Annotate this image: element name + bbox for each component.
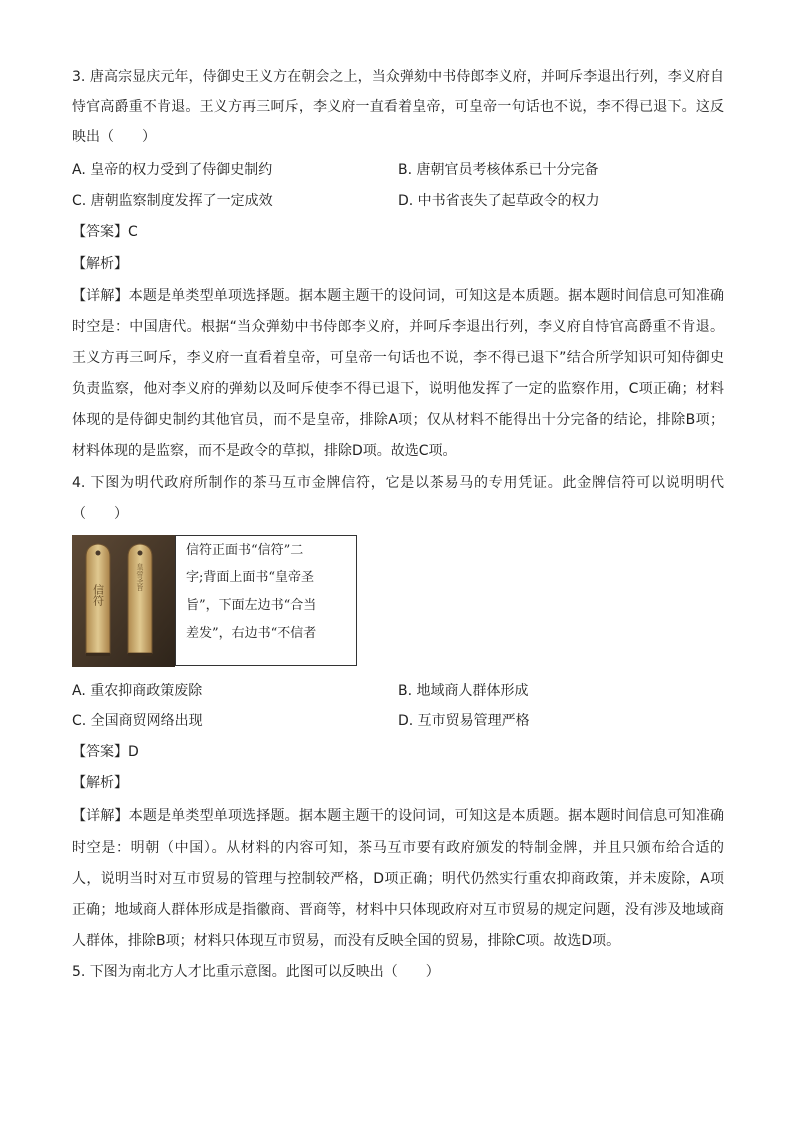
q4-detail-line-1: [72, 806, 724, 826]
q4-detail-line-4: 正确；地域商人群体形成是指徽商、晋商等，材料中只体现政府对互市贸易的规定问题，没有涉及地域商: [72, 902, 724, 918]
golden-tally-photo: [72, 535, 175, 667]
q5-stem: 5. 下图为南北方人才比重示意图。此图可以反映出（ ）: [72, 964, 440, 980]
q3-option-d: D. 中书省丧失了起草政令的权力: [398, 193, 600, 209]
q3-answer-label: 【答案】: [72, 224, 128, 240]
tally-caption-line-2: 字;背面上面书“皇帝圣: [186, 570, 315, 585]
tally-caption-box: [175, 535, 357, 666]
q4-stem-line-2: （ ）: [72, 506, 128, 522]
tally-caption-line-4: 差发”，右边书“不信者: [186, 626, 317, 641]
q3-detail-label: 【详解】: [72, 288, 129, 304]
q3-stem-line-1: 3. 唐高宗显庆元年，侍御史王义方在朝会之上，当众弹劾中书侍郎李义府，并呵斥李退出行列，李义府自: [72, 69, 724, 85]
q4-stem-line-1: 4. 下图为明代政府所制作的茶马互市金牌信符，它是以茶易马的专用凭证。此金牌信符可以说明明代: [72, 475, 724, 491]
q4-detail-text-1: 本题是单类型单项选择题。据本题主题干的设问词，可知这是本质题。据本题时间信息可知准确: [128, 808, 724, 824]
tally-right-inscription: 皇帝圣旨: [136, 563, 144, 591]
golden-tally-image: [72, 535, 175, 667]
q4-answer-value: D: [128, 744, 139, 760]
q4-detail-line-2: 时空是：明朝（中国）。从材料的内容可知，茶马互市要有政府颁发的特制金牌，并且只颁布给合适的: [72, 840, 724, 856]
q4-answer-label: 【答案】: [72, 744, 128, 760]
q3-detail-line-3: 王义方再三呵斥，李义府一直看着皇帝，可皇帝一句话也不说，李不得已退下”结合所学知识可知侍御史: [72, 350, 724, 366]
tally-figure: [72, 535, 358, 667]
q3-detail-text-1: 本题是单类型单项选择题。据本题主题干的设问词，可知这是本质题。据本题时间信息可知准确: [128, 288, 724, 304]
q4-option-d: D. 互市贸易管理严格: [398, 713, 530, 729]
q4-detail-line-5: 人群体，排除B项；材料只体现互市贸易，而没有反映全国的贸易，排除C项。故选D项。: [72, 933, 621, 949]
q4-option-b: B. 地域商人群体形成: [398, 683, 529, 699]
q3-answer: [72, 222, 138, 242]
q3-detail-line-1: [72, 286, 724, 306]
q4-answer: [72, 742, 139, 762]
q4-option-a: A. 重农抑商政策废除: [72, 683, 203, 699]
tally-left-inscription: 信符: [91, 584, 105, 606]
q3-option-a: A. 皇帝的权力受到了侍御史制约: [72, 162, 273, 178]
q3-detail-line-4: 负责监察，他对李义府的弹劾以及呵斥使李不得已退下，说明他发挥了一定的监察作用，C项正确；材料: [72, 381, 724, 397]
q3-detail-line-2: 时空是：中国唐代。根据“当众弹劾中书侍郎李义府，并呵斥李退出行列，李义府自恃官高爵重不肯退。: [72, 319, 724, 335]
q3-detail-line-5: 体现的是侍御史制约其他官员，而不是皇帝，排除A项；仅从材料不能得出十分完备的结论，排除B项；: [72, 412, 724, 428]
q3-answer-value: C: [128, 224, 138, 240]
q3-analysis-label: 【解析】: [72, 256, 128, 272]
q3-option-b: B. 唐朝官员考核体系已十分完备: [398, 162, 599, 178]
tally-caption-line-1: 信符正面书“信符”二: [186, 543, 304, 558]
q4-detail-label: 【详解】: [72, 808, 129, 824]
q3-detail-line-6: 材料体现的是监察，而不是政令的草拟，排除D项。故选C项。: [72, 443, 457, 459]
q3-stem-line-2: 恃官高爵重不肯退。王义方再三呵斥，李义府一直看着皇帝，可皇帝一句话也不说，李不得已退下。这反: [72, 99, 724, 115]
tally-caption-line-3: 旨”，下面左边书“合当: [186, 598, 317, 613]
q4-analysis-label: 【解析】: [72, 775, 128, 791]
q4-option-c: C. 全国商贸网络出现: [72, 713, 203, 729]
q3-stem-line-3: 映出（ ）: [72, 129, 156, 145]
q4-detail-line-3: 人，说明当时对互市贸易的管理与控制较严格，D项正确；明代仍然实行重农抑商政策，并未废除，A项: [72, 871, 724, 887]
q3-option-c: C. 唐朝监察制度发挥了一定成效: [72, 193, 273, 209]
